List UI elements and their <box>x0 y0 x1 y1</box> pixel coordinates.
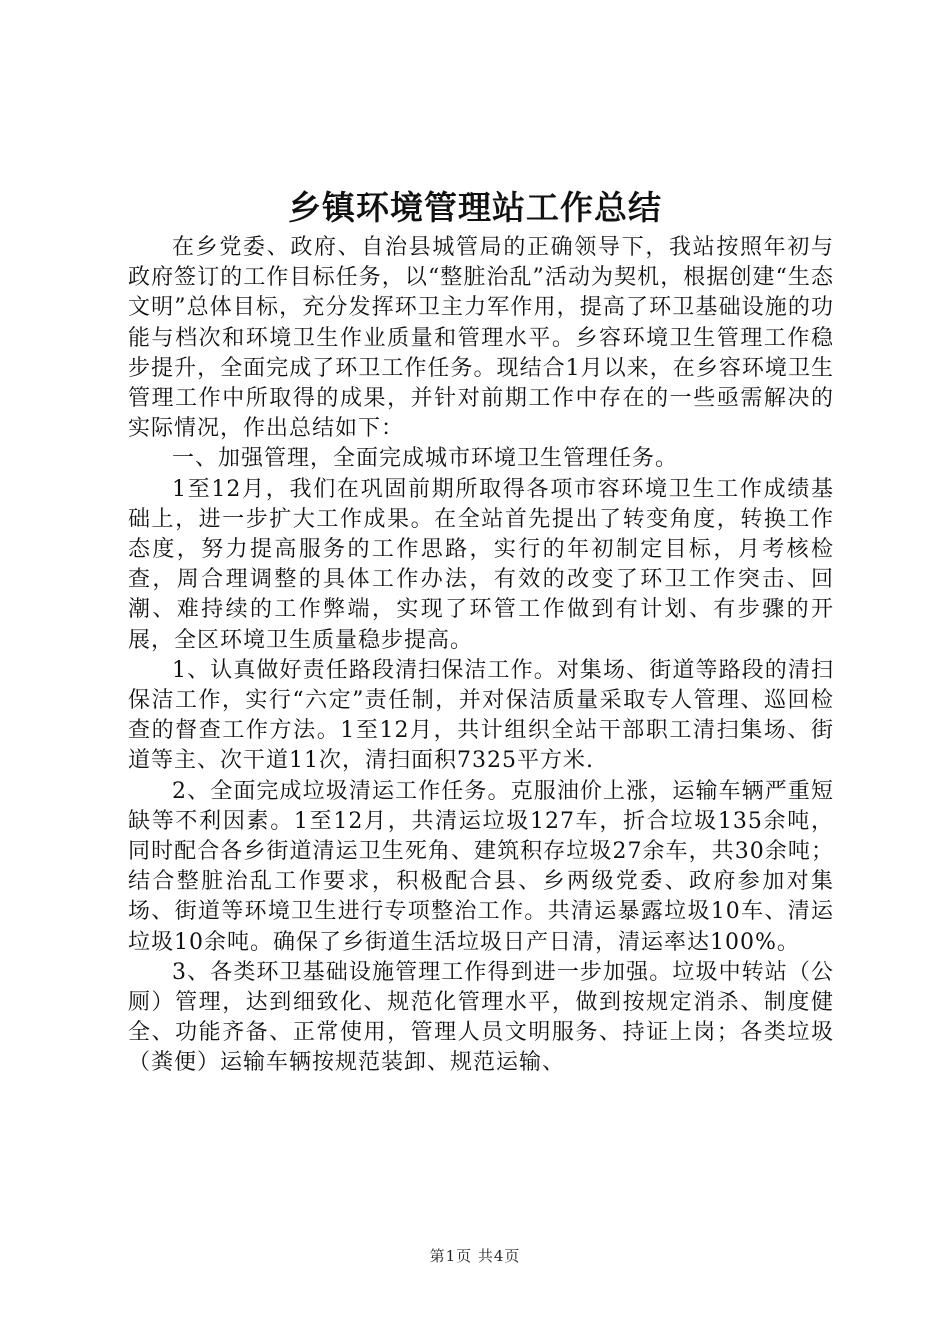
paragraph-overview: 1至12月，我们在巩固前期所取得各项市容环境卫生工作成绩基础上，进一步扩大工作成果。在全站首先提出了转变角度，转换工作态度，努力提高服务的工作思路，实行的年初制定目标，月考核检查，周合理调整的具体工作办法，有效的改变了环卫工作突击、回潮、难持续的工作弊端，实现了环管工作做到有计划、有步骤的开展，全区环境卫生质量稳步提高。 <box>128 476 834 653</box>
paragraph-intro: 在乡党委、政府、自治县城管局的正确领导下，我站按照年初与政府签订的工作目标任务，以“整脏治乱”活动为契机，根据创建“生态文明”总体目标，充分发挥环卫主力军作用，提高了环卫基础设施的功能与档次和环境卫生作业质量和管理水平。乡容环境卫生管理工作稳步提升，全面完成了环卫工作任务。现结合1月以来，在乡容环境卫生管理工作中所取得的成果，并针对前期工作中存在的一些亟需解决的实际情况，作出总结如下： <box>128 235 834 442</box>
paragraph-item-3: 3、各类环卫基础设施管理工作得到进一步加强。垃圾中转站（公厕）管理，达到细致化、规范化管理水平，做到按规定消杀、制度健全、功能齐备、正常使用，管理人员文明服务、持证上岗；各类垃圾（粪便）运输车辆按规范装卸、规范运输、 <box>128 959 834 1076</box>
section-heading-1: 一、加强管理，全面完成城市环境卫生管理任务。 <box>172 446 679 472</box>
document-body <box>128 233 834 1079</box>
paragraph-item-2: 2、全面完成垃圾清运工作任务。克服油价上涨，运输车辆严重短缺等不利因素。1至12月，共清运垃圾127车，折合垃圾135余吨，同时配合各乡街道清运卫生死角、建筑积存垃圾27余车，共30余吨；结合整脏治乱工作要求，积极配合县、乡两级党委、政府参加对集场、街道等环境卫生进行专项整治工作。共清运暴露垃圾10车、清运垃圾10余吨。确保了乡街道生活垃圾日产日清，清运率达100%。 <box>128 778 834 955</box>
paragraph-item-1: 1、认真做好责任路段清扫保洁工作。对集场、街道等路段的清扫保洁工作，实行“六定”责任制，并对保洁质量采取专人管理、巡回检查的督查工作方法。1至12月，共计组织全站干部职工清扫集场、街道等主、次干道11次，清扫面积7325平方米. <box>128 657 834 774</box>
document-title: 乡镇环境管理站工作总结 <box>288 188 662 227</box>
page-number-footer: 第1页 共4页 <box>429 1247 521 1265</box>
